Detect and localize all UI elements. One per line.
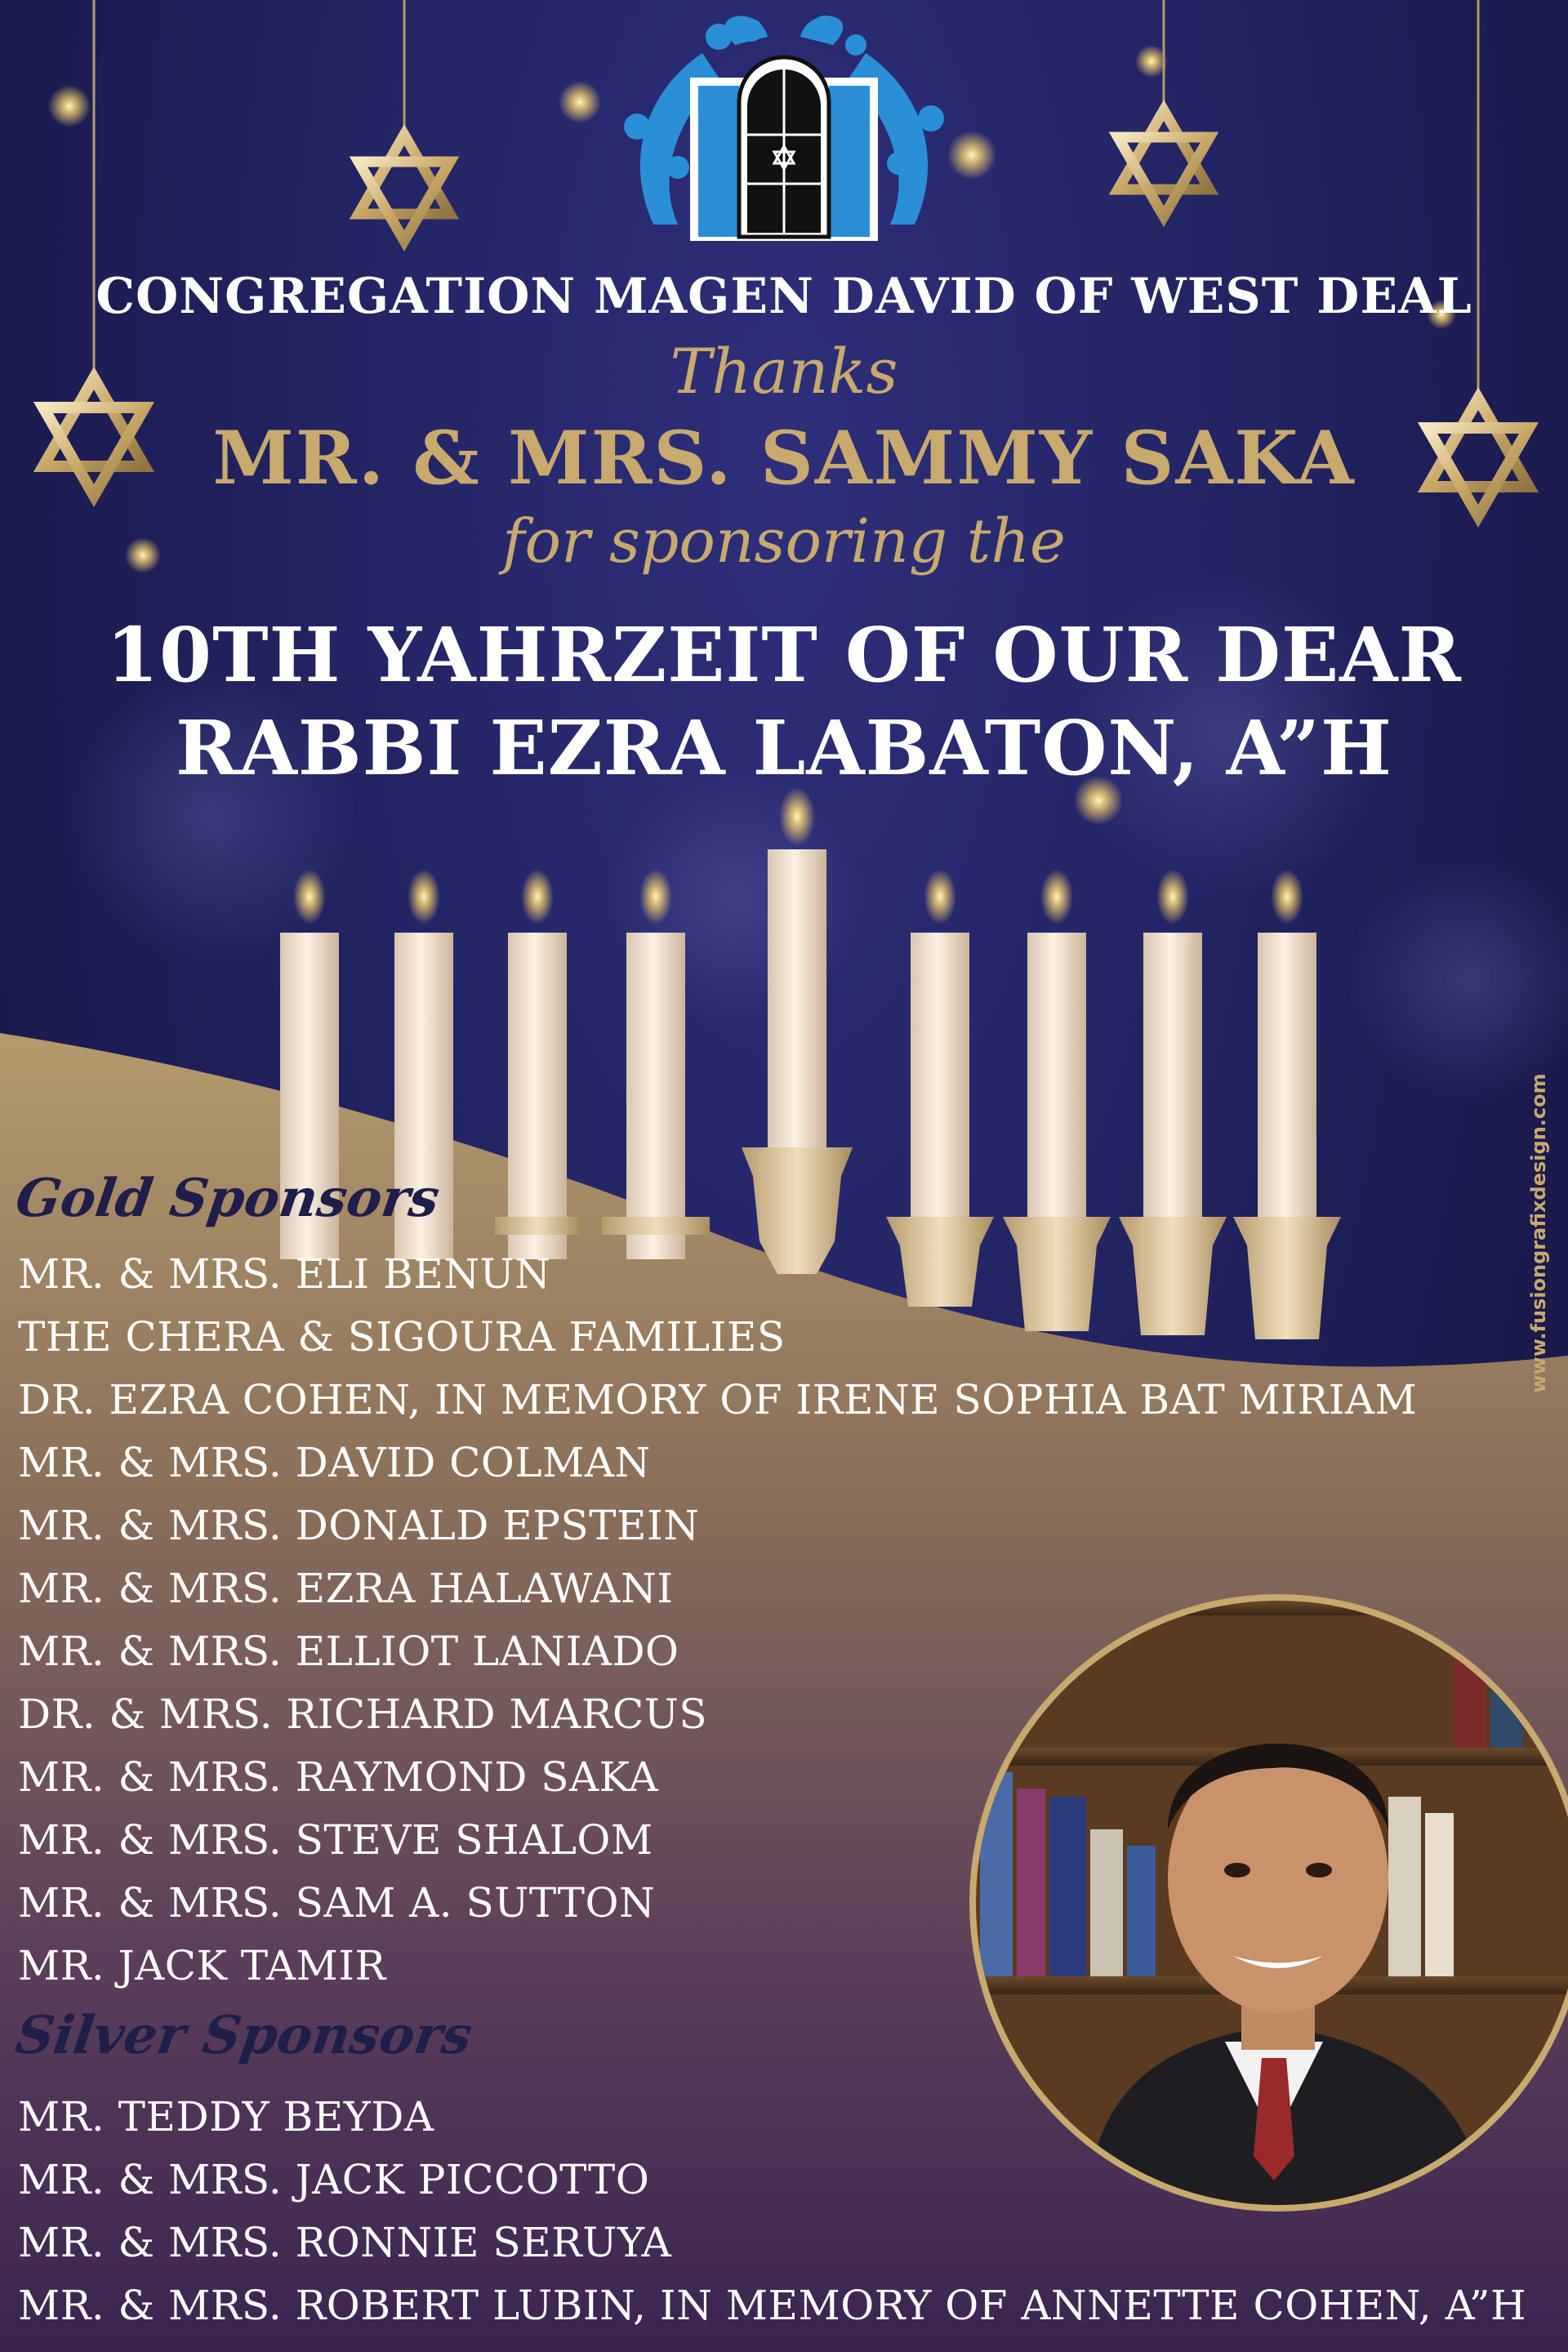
silver-sponsor-item: MR. TEDDY BEYDA (18, 2093, 434, 2140)
gold-sponsor-item: DR. & MRS. RICHARD MARCUS (18, 1690, 708, 1738)
silver-sponsor-item: MR. & MRS. ROBERT LUBIN, IN MEMORY OF ANNETTE COHEN, A”H (18, 2282, 1527, 2329)
star-of-david-icon (1118, 110, 1209, 216)
silver-sponsor-item: MR. & MRS. JACK PICCOTTO (18, 2156, 650, 2203)
star-of-david-icon (359, 135, 450, 241)
thanks-label: Thanks (670, 335, 898, 408)
gold-sponsors-list (18, 1243, 1417, 1998)
congregation-logo-icon (624, 16, 944, 241)
event-title-line2: RABBI EZRA LABATON, A”H (176, 704, 1392, 792)
gold-sponsor-item: THE CHERA & SIGOURA FAMILIES (18, 1313, 786, 1361)
gold-sponsor-item: MR. & MRS. ELLIOT LANIADO (18, 1628, 679, 1675)
honoree-name: MR. & MRS. SAMMY SAKA (212, 415, 1356, 501)
candle-icon (886, 869, 994, 1307)
gold-sponsor-item: MR. JACK TAMIR (18, 1942, 386, 1989)
gold-sponsor-item: MR. & MRS. DONALD EPSTEIN (18, 1502, 700, 1549)
gold-sponsors-heading: Gold Sponsors (11, 1168, 443, 1229)
gold-sponsor-item: MR. & MRS. STEVE SHALOM (18, 1816, 653, 1864)
silver-sponsor-item: MR. & MRS. RONNIE SERUYA (18, 2219, 672, 2266)
gold-sponsor-item: DR. EZRA COHEN, IN MEMORY OF IRENE SOPHIA BAT MIRIAM (18, 1376, 1418, 1423)
gold-sponsor-item: MR. & MRS. DAVID COLMAN (18, 1439, 651, 1486)
gold-sponsor-item: MR. & MRS. ELI BENUN (18, 1250, 551, 1298)
sponsoring-label: for sponsoring the (502, 506, 1066, 577)
gold-sponsor-item: MR. & MRS. SAM A. SUTTON (18, 1879, 656, 1927)
event-title-line1: 10TH YAHRZEIT OF OUR DEAR (106, 611, 1462, 699)
silver-sponsors-list (18, 2086, 1526, 2337)
gold-sponsor-item: MR. & MRS. EZRA HALAWANI (18, 1565, 674, 1612)
designer-credit: www.fusiongrafixdesign.com (1527, 1073, 1550, 1393)
silver-sponsors-heading: Silver Sponsors (11, 2005, 476, 2066)
congregation-name: CONGREGATION MAGEN DAVID OF WEST DEAL (96, 268, 1472, 325)
gold-sponsor-item: MR. & MRS. RAYMOND SAKA (18, 1753, 659, 1801)
